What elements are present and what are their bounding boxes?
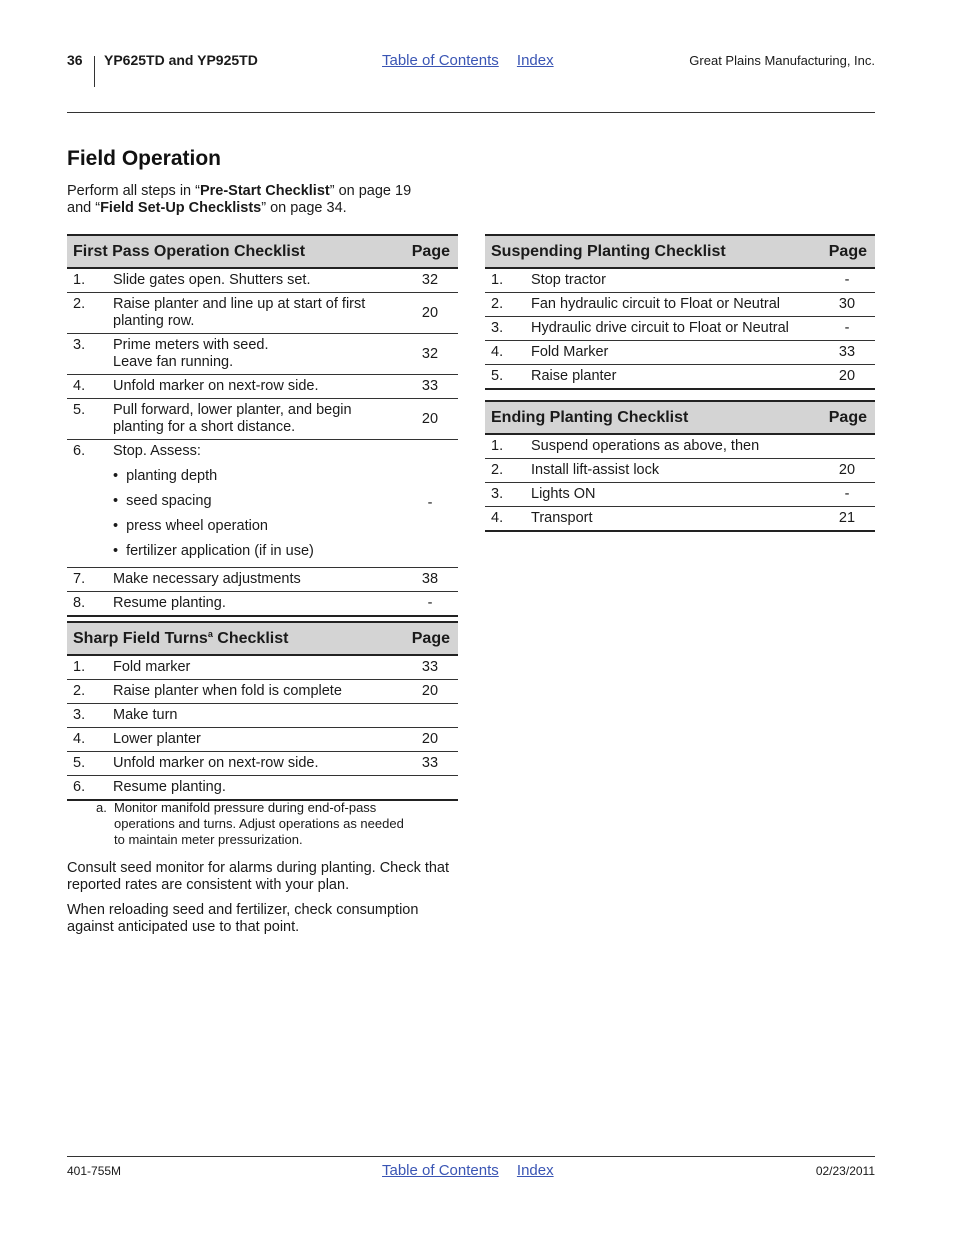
step-page [402, 704, 458, 728]
step-text: Hydraulic drive circuit to Float or Neutral [531, 317, 819, 341]
table-footnote [96, 800, 446, 848]
company-name: Great Plains Manufacturing, Inc. [689, 53, 875, 68]
step-page: 21 [819, 507, 875, 532]
table-row [67, 268, 458, 293]
step-text: Suspend operations as above, then [531, 434, 819, 459]
table-heading-text: Checklist [212, 629, 289, 647]
step-number: 6. [67, 776, 113, 801]
intro-text-part: Perform all steps in “ [67, 183, 200, 199]
step-page: 30 [819, 293, 875, 317]
table-heading: First Pass Operation Checklist [67, 235, 402, 268]
table-row [67, 728, 458, 752]
step-page: - [819, 483, 875, 507]
step-number: 4. [67, 375, 113, 399]
step-page: 33 [402, 752, 458, 776]
first-pass-checklist-table [67, 234, 458, 617]
step-number: 2. [485, 459, 531, 483]
table-row [67, 334, 458, 375]
sharp-turns-checklist-table [67, 621, 458, 801]
step-page: 20 [402, 399, 458, 440]
step-text: Lower planter [113, 728, 402, 752]
step-text: Resume planting. [113, 592, 402, 617]
step-text: Fold marker [113, 655, 402, 680]
pre-start-checklist-ref: Pre-Start Checklist [199, 183, 330, 199]
step-page: 33 [402, 655, 458, 680]
step-number: 1. [485, 434, 531, 459]
step-text: Raise planter when fold is complete [113, 680, 402, 704]
table-heading-text: Sharp Field Turns [73, 629, 208, 647]
step-number: 8. [67, 592, 113, 617]
table-row [485, 317, 875, 341]
page-column-heading: Page [819, 235, 875, 268]
table-row [485, 293, 875, 317]
list-item: • planting depth [113, 464, 402, 489]
step-number: 5. [67, 399, 113, 440]
step-page: 20 [819, 459, 875, 483]
step-text: Raise planter [531, 365, 819, 390]
step-text: Install lift-assist lock [531, 459, 819, 483]
step-text-line: Pull forward, lower planter, and begin [113, 402, 352, 418]
table-row [485, 268, 875, 293]
model-name: YP625TD and YP925TD [104, 52, 258, 68]
step-page: 33 [402, 375, 458, 399]
step-text: Make necessary adjustments [113, 568, 402, 592]
step-text-line: Prime meters with seed. [113, 337, 269, 353]
table-header-row [485, 235, 875, 268]
monitor-paragraph: Consult seed monitor for alarms during planting. Check that reported rates are consistent with your plan. [67, 860, 450, 893]
step-text: Lights ON [531, 483, 819, 507]
step-text [113, 293, 402, 334]
step-page [402, 776, 458, 801]
step-text: Fan hydraulic circuit to Float or Neutral [531, 293, 819, 317]
index-link[interactable]: Index [516, 52, 554, 69]
step-page: 33 [819, 341, 875, 365]
suspending-checklist-table [485, 234, 875, 390]
step-number: 1. [485, 268, 531, 293]
step-number: 2. [485, 293, 531, 317]
page-column-heading: Page [402, 622, 458, 655]
step-text: Unfold marker on next-row side. [113, 752, 402, 776]
footer-index-link[interactable]: Index [516, 1162, 554, 1179]
step-page: - [819, 268, 875, 293]
step-text-line: planting for a short distance. [113, 419, 296, 435]
table-row [67, 704, 458, 728]
table-header-row [67, 622, 458, 655]
footnote-marker: a [207, 628, 213, 639]
step-number: 5. [485, 365, 531, 390]
step-text [113, 334, 402, 375]
header-nav [382, 52, 568, 69]
step-text-line: Stop. Assess: [113, 443, 201, 459]
step-text [113, 399, 402, 440]
step-text: Fold Marker [531, 341, 819, 365]
table-row [67, 592, 458, 617]
step-text-line: Leave fan running. [113, 354, 234, 370]
step-number: 5. [67, 752, 113, 776]
step-page: 20 [819, 365, 875, 390]
step-page: 32 [402, 334, 458, 375]
table-row [67, 440, 458, 568]
header-rule [67, 112, 875, 113]
footer-nav [382, 1162, 568, 1179]
table-row [67, 568, 458, 592]
table-row [485, 459, 875, 483]
table-row [485, 434, 875, 459]
table-heading [67, 622, 402, 655]
step-text: Resume planting. [113, 776, 402, 801]
step-number: 7. [67, 568, 113, 592]
footer-table-of-contents-link[interactable]: Table of Contents [382, 1162, 499, 1179]
page-column-heading: Page [402, 235, 458, 268]
table-row [485, 507, 875, 532]
header-divider [94, 56, 95, 87]
step-text: Unfold marker on next-row side. [113, 375, 402, 399]
step-text-line: Raise planter and line up at start of first [113, 296, 366, 312]
table-heading: Ending Planting Checklist [485, 401, 819, 434]
step-number: 3. [485, 317, 531, 341]
footnote-line: Monitor manifold pressure during end-of-pass [114, 800, 377, 815]
step-number: 3. [67, 704, 113, 728]
footnote-letter: a. [96, 800, 107, 815]
table-row [485, 483, 875, 507]
table-row [485, 365, 875, 390]
page-title: Field Operation [67, 147, 222, 170]
step-number: 3. [67, 334, 113, 375]
step-page: - [402, 440, 458, 568]
table-header-row [485, 401, 875, 434]
list-item: • seed spacing [113, 489, 402, 514]
field-setup-checklists-ref: Field Set-Up Checklists [100, 200, 262, 216]
step-number: 1. [67, 655, 113, 680]
footnote-line: to maintain meter pressurization. [114, 832, 303, 847]
assessment-list [113, 464, 402, 564]
step-page: 20 [402, 680, 458, 704]
step-number: 4. [67, 728, 113, 752]
step-text-line: planting row. [113, 313, 195, 329]
step-number: 2. [67, 293, 113, 334]
table-row [67, 375, 458, 399]
list-item: • press wheel operation [113, 514, 402, 539]
step-text: Transport [531, 507, 819, 532]
step-number: 2. [67, 680, 113, 704]
table-heading: Suspending Planting Checklist [485, 235, 819, 268]
table-row [67, 776, 458, 801]
step-number: 6. [67, 440, 113, 568]
intro-text [67, 183, 457, 217]
table-header-row [67, 235, 458, 268]
page-column-heading: Page [819, 401, 875, 434]
step-page: 32 [402, 268, 458, 293]
table-row [67, 680, 458, 704]
step-text [113, 440, 402, 568]
intro-text-part: ” on page 19 [329, 183, 412, 199]
step-text: Make turn [113, 704, 402, 728]
list-item: • fertilizer application (if in use) [113, 539, 402, 564]
intro-text-part: ” on page 34. [261, 200, 347, 216]
step-page: 20 [402, 293, 458, 334]
step-page [819, 434, 875, 459]
table-row [485, 341, 875, 365]
document-number: 401-755M [67, 1164, 122, 1178]
step-number: 4. [485, 341, 531, 365]
step-number: 4. [485, 507, 531, 532]
step-text: Slide gates open. Shutters set. [113, 268, 402, 293]
step-page: - [402, 592, 458, 617]
reloading-paragraph: When reloading seed and fertilizer, check consumption against anticipated use to that point. [67, 902, 419, 935]
step-page: - [819, 317, 875, 341]
table-row [67, 293, 458, 334]
revision-date: 02/23/2011 [815, 1164, 875, 1178]
step-number: 1. [67, 268, 113, 293]
footnote-line: operations and turns. Adjust operations as needed [114, 816, 404, 831]
table-row [67, 399, 458, 440]
footer-rule [67, 1156, 875, 1157]
table-row [67, 752, 458, 776]
step-number: 3. [485, 483, 531, 507]
table-row [67, 655, 458, 680]
intro-text-part: and “ [67, 200, 101, 216]
ending-checklist-table [485, 400, 875, 532]
page-number: 36 [67, 52, 83, 68]
step-text: Stop tractor [531, 268, 819, 293]
table-of-contents-link[interactable]: Table of Contents [382, 52, 499, 69]
step-page: 38 [402, 568, 458, 592]
step-page: 20 [402, 728, 458, 752]
